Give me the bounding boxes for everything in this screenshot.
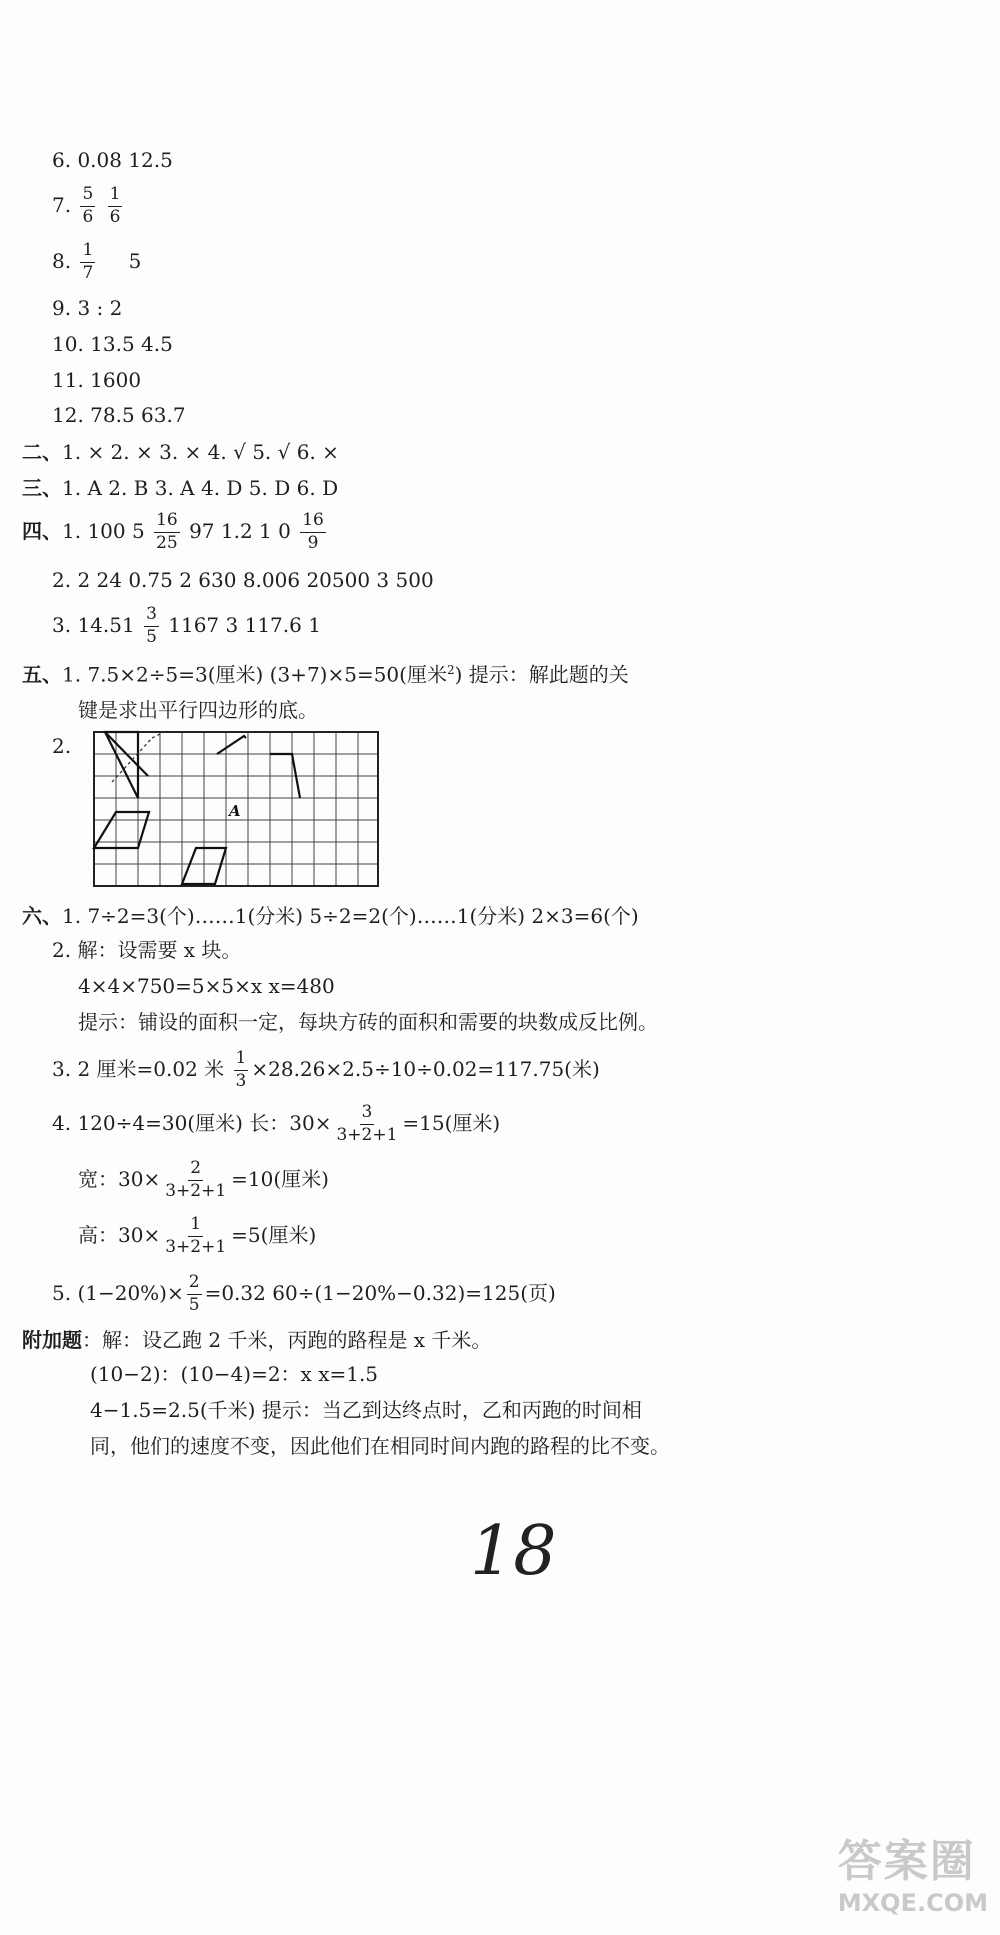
fraction: $\frac{1}{6}$ <box>109 184 121 227</box>
watermark-brand: 答案圈 <box>837 1836 976 1887</box>
fraction: $\frac{16}{9}$ <box>302 510 324 553</box>
answer-1-10: 10. 13.5 4.5 <box>52 332 173 356</box>
section-5-line-2: 键是求出平行四边形的底。 <box>78 698 318 722</box>
bonus-line-2: (10−2)：(10−4)=2：x x=1.5 <box>90 1362 379 1386</box>
answer-1-6: 6. 0.08 12.5 <box>52 148 173 172</box>
section-6-line-6: 4. 120÷4=30(厘米) 长：30× $\frac{3}{3+2+1}$ =15(厘米) <box>52 1102 501 1145</box>
fraction: $\frac{16}{25}$ <box>156 510 178 553</box>
section-6-line-7: 宽：30× $\frac{2}{3+2+1}$ =10(厘米) <box>78 1158 329 1201</box>
section-4-line-3: 3. 14.51 $\frac{3}{5}$ 1167 3 117.6 1 <box>52 604 321 647</box>
section-5-q2-label: 2. <box>52 734 72 758</box>
triangle-shape <box>105 732 138 798</box>
watermark <box>838 1825 988 1917</box>
section-6-line-2: 2. 解：设需要 x 块。 <box>52 938 242 962</box>
point-label-a: A <box>229 802 241 820</box>
bonus-line-3: 4−1.5=2.5(千米) 提示：当乙到达终点时，乙和丙跑的时间相 <box>90 1398 642 1422</box>
fraction: $\frac{2}{5}$ <box>188 1272 200 1315</box>
grid-figure <box>92 730 382 890</box>
section-5-line-1: 五、1. 7.5×2÷5=3(厘米) (3+7)×5=50(厘米$^2$) 提示：解此题的关 <box>22 662 629 687</box>
section-6-line-4: 提示：铺设的面积一定，每块方砖的面积和需要的块数成反比例。 <box>78 1010 658 1034</box>
fraction: $\frac{3}{3+2+1}$ <box>336 1102 398 1145</box>
fraction: $\frac{2}{3+2+1}$ <box>165 1158 227 1201</box>
answer-1-9: 9. 3 : 2 <box>52 296 123 320</box>
section-6-line-3: 4×4×750=5×5×x x=480 <box>78 974 335 998</box>
fraction: $\frac{1}{7}$ <box>82 240 94 283</box>
bonus-line-4: 同，他们的速度不变，因此他们在相同时间内跑的路程的比不变。 <box>90 1434 670 1458</box>
answer-1-7: 7. $\frac{5}{6}$ $\frac{1}{6}$ <box>52 184 121 227</box>
bonus-line-1: 附加题：解：设乙跑 2 千米，丙跑的路程是 x 千米。 <box>22 1328 492 1352</box>
watermark-url: MXQE.COM <box>837 1889 988 1917</box>
section-6-line-8: 高：30× $\frac{1}{3+2+1}$ =5(厘米) <box>78 1214 317 1257</box>
fraction: $\frac{5}{6}$ <box>82 184 94 227</box>
fraction: $\frac{1}{3+2+1}$ <box>165 1214 227 1257</box>
fraction: $\frac{3}{5}$ <box>146 604 157 647</box>
section-3: 三、1. A 2. B 3. A 4. D 5. D 6. D <box>22 476 339 500</box>
section-2: 二、1. × 2. × 3. × 4. √ 5. √ 6. × <box>22 440 339 464</box>
answer-1-8: 8. $\frac{1}{7}$ 5 <box>52 240 142 283</box>
section-6-line-5: 3. 2 厘米=0.02 米 $\frac{1}{3}$ ×28.26×2.5÷10÷0.02=117.75(米) <box>52 1048 600 1091</box>
answer-1-12: 12. 78.5 63.7 <box>52 403 186 427</box>
fraction: $\frac{1}{3}$ <box>235 1048 247 1091</box>
section-6-line-9: 5. (1−20%)× $\frac{2}{5}$ =0.32 60÷(1−20%−0.32)=125(页) <box>52 1272 556 1315</box>
parallelogram-left <box>94 812 149 848</box>
section-4-line-1: 四、1. 100 5 $\frac{16}{25}$ 97 1.2 1 0 $\frac{16}{9}$ <box>22 510 324 553</box>
section-4-line-2: 2. 2 24 0.75 2 630 8.006 20500 3 500 <box>52 568 434 592</box>
section-6-line-1: 六、1. 7÷2=3(个)……1(分米) 5÷2=2(个)……1(分米) 2×3=6(个) <box>22 904 639 928</box>
page-number: 18 <box>470 1512 557 1591</box>
answer-1-11: 11. 1600 <box>52 368 142 392</box>
short-slant-line <box>217 736 246 754</box>
